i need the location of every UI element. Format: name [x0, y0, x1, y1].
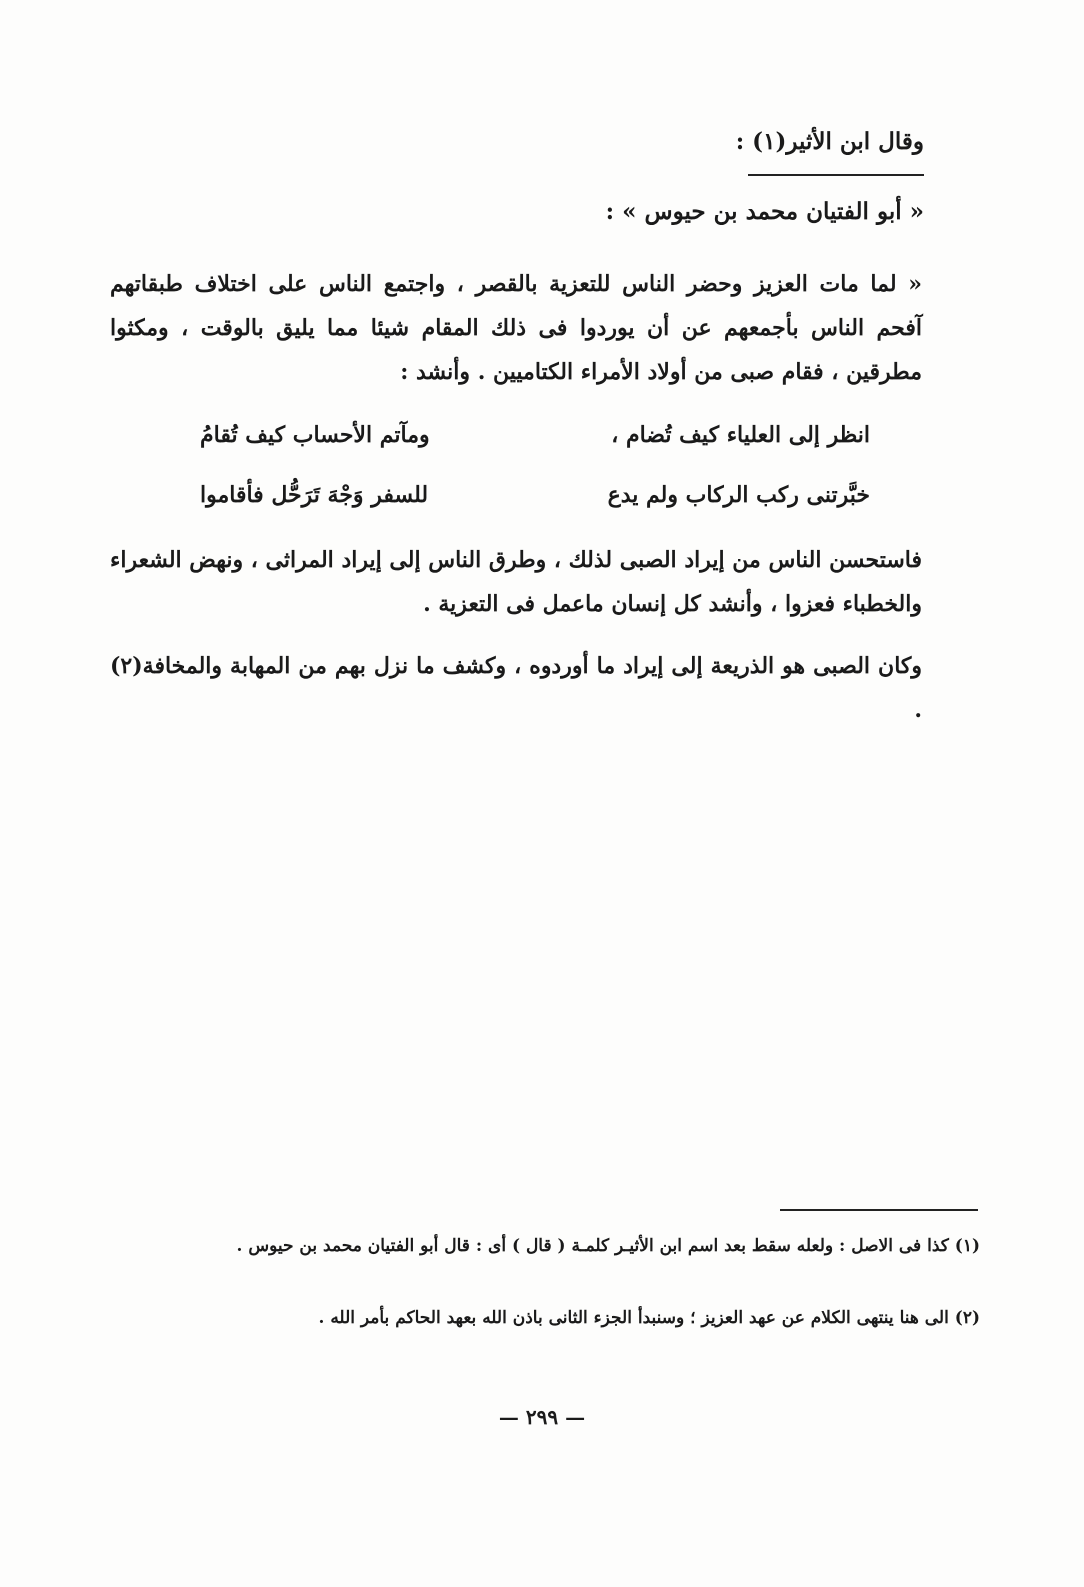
verse-1-second-hemistich: ومآتم الأحساب كيف تُقامُ: [200, 422, 430, 448]
footnote-2: (٢) الى هنا ينتهى الكلام عن عهد العزيز ؛ وسنبدأ الجزء الثانى باذن الله بعهد الحاكم بأمر الله .: [318, 1308, 980, 1328]
verse-2-first-hemistich: خبَّرتنى ركب الركاب ولم يدع: [607, 482, 870, 508]
page-number: — ٢٩٩ —: [498, 1405, 586, 1429]
paragraph-reaction: فاستحسن الناس من إيراد الصبى لذلك ، وطرق الناس إلى إيراد المراثى ، ونهض الشعراء والخطباء فعزوا ، وأنشد كل إنسان ماعمل فى التعزية .: [109, 547, 922, 617]
heading-underline: [748, 174, 924, 176]
footnote-1: (١) كذا فى الاصل : ولعله سقط بعد اسم ابن الأثيـر كلمـة ( قال ) أى : قال أبو الفتيان محمد بن حيوس .: [236, 1236, 980, 1256]
footnote-separator: [780, 1209, 978, 1211]
verse-1-first-hemistich: انظر إلى العلياء كيف تُضام ،: [611, 422, 870, 448]
section-heading: وقال ابن الأثير(١) :: [735, 128, 924, 155]
paragraph-intro: « لما مات العزيز وحضر الناس للتعزية بالقصر ، واجتمع الناس على اختلاف طبقاتهم آفحم الناس بأجمعهم عن أن يوردوا فى ذلك المقام شيئا مما يليق بالوقت ، ومكثوا مطرقين ، فقام صبى من أولاد الأمراء الكتاميين . وأنشد :: [110, 271, 922, 385]
poet-name-heading: « أبو الفتيان محمد بن حيوس » :: [605, 198, 924, 225]
verse-line-2: [200, 482, 870, 522]
verse-line-1: [200, 422, 870, 462]
verse-2-second-hemistich: للسفر وَجْهَ تَرَحُّل فأقاموا: [200, 482, 429, 508]
paragraph-conclusion: وكان الصبى هو الذريعة إلى إيراد ما أوردوه ، وكشف ما نزل بهم من المهابة والمخافة(٢) .: [110, 653, 922, 723]
